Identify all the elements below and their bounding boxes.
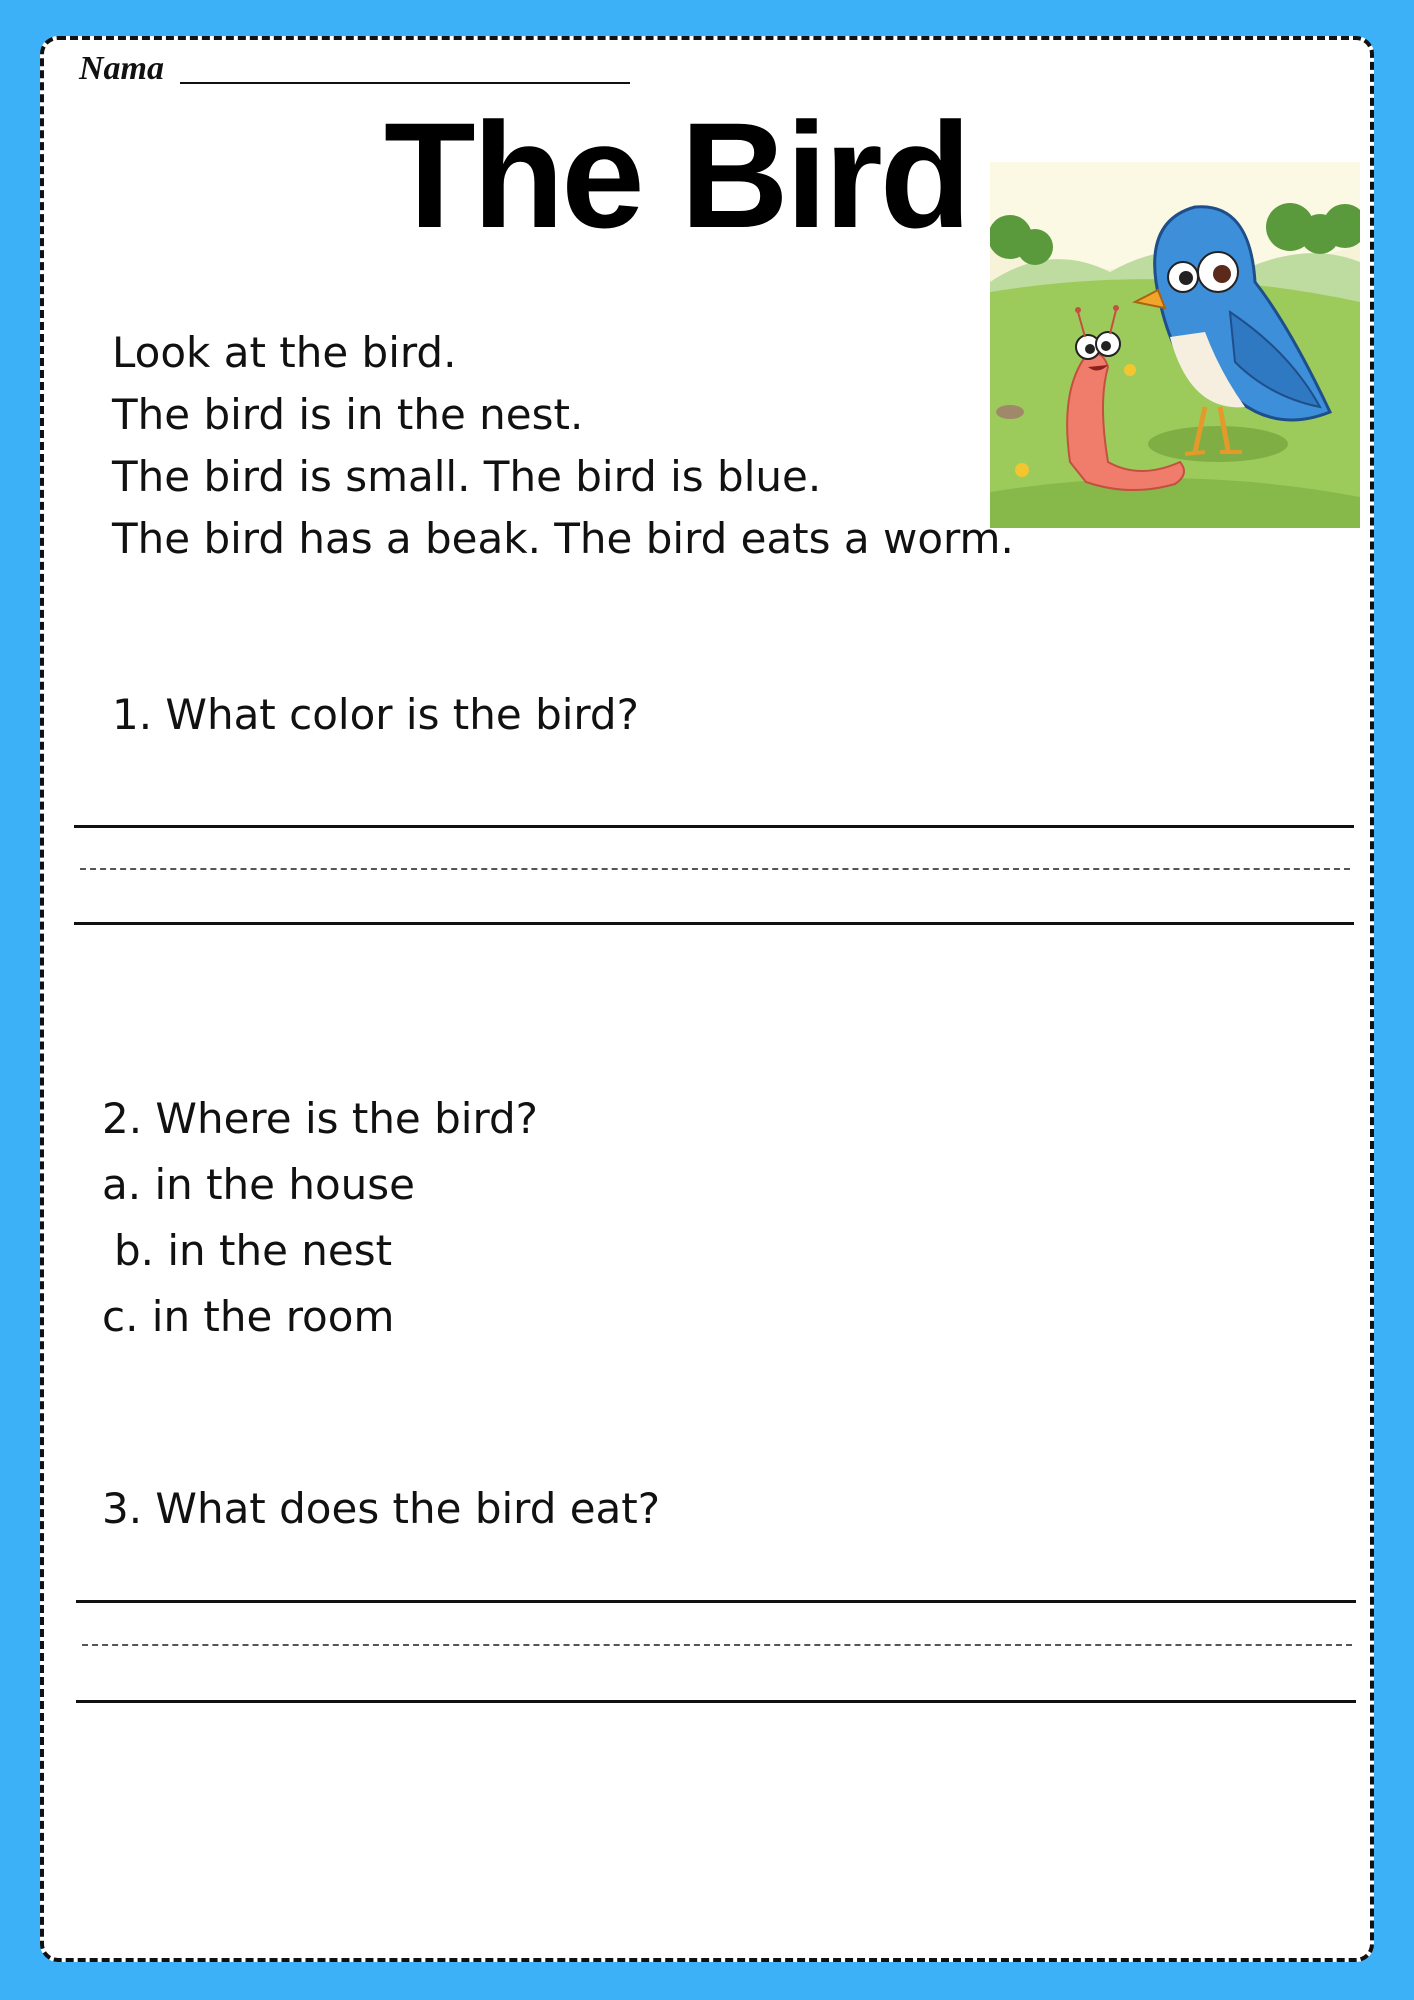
option-c[interactable]: c. in the room (102, 1292, 395, 1341)
story-line: The bird is in the nest. (112, 390, 584, 439)
answer-line-3-bottom[interactable] (76, 1700, 1356, 1703)
name-line[interactable] (180, 82, 630, 84)
answer-line-1-bottom[interactable] (74, 922, 1354, 925)
answer-line-1-top[interactable] (74, 825, 1354, 828)
option-a[interactable]: a. in the house (102, 1160, 416, 1209)
story-line: Look at the bird. (112, 328, 457, 377)
answer-line-3-mid (82, 1644, 1352, 1646)
question-1: 1. What color is the bird? (112, 690, 639, 739)
worksheet (40, 36, 1374, 1962)
story-line: The bird has a beak. The bird eats a worm. (112, 514, 1014, 563)
answer-line-3-top[interactable] (76, 1600, 1356, 1603)
bird-and-worm-illustration (990, 162, 1360, 528)
name-row (79, 50, 630, 88)
page-title: The Bird (384, 91, 969, 259)
option-b[interactable]: b. in the nest (114, 1226, 393, 1275)
story-line: The bird is small. The bird is blue. (112, 452, 822, 501)
question-2: 2. Where is the bird? (102, 1094, 538, 1143)
answer-line-1-mid (80, 868, 1350, 870)
name-label: Nama (79, 50, 164, 87)
question-3: 3. What does the bird eat? (102, 1484, 661, 1533)
story (112, 328, 1014, 580)
